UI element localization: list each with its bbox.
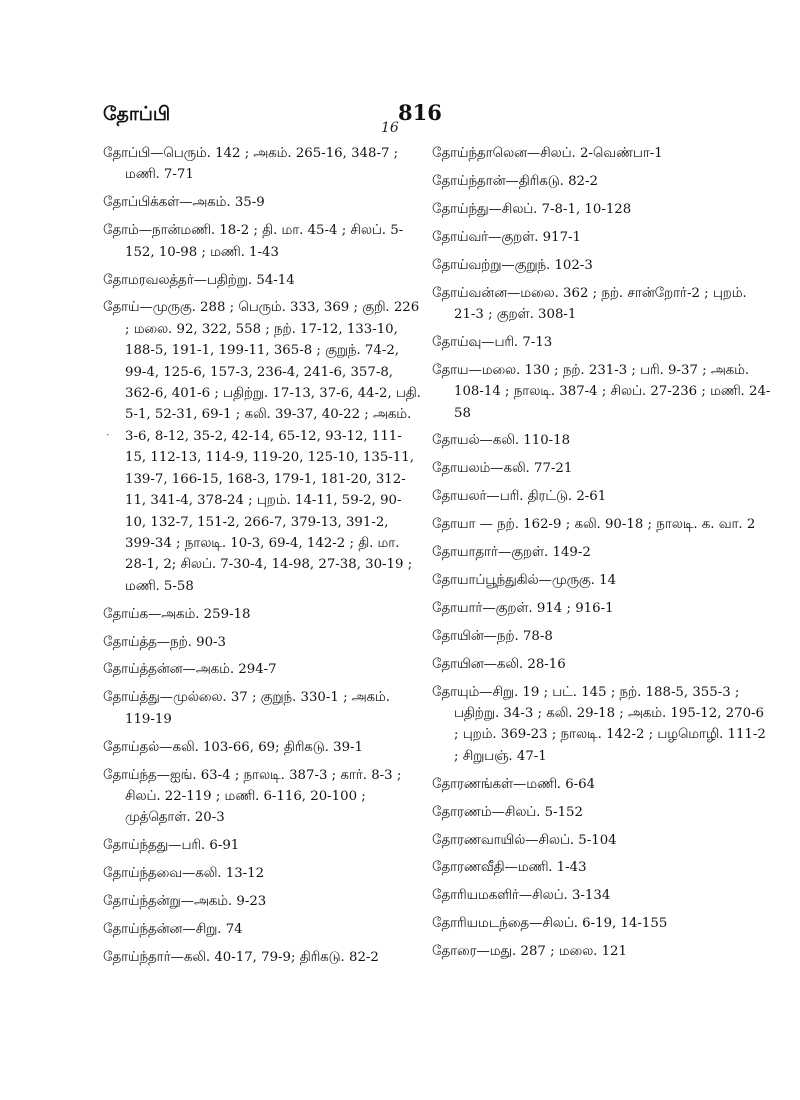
index-entry: தோயலர்—பரி. திரட்டு. 2-61 (432, 489, 607, 505)
index-entry: தோப்பிக்கள்—அகம். 35-9 (103, 195, 265, 211)
index-entry: தோய்த்த—நற். 90-3 (103, 634, 226, 650)
index-entry: தோய்ந்தவை—கலி. 13-12 (103, 866, 265, 882)
left-column (103, 143, 421, 975)
index-entry: தோய்ந்தன்ன—சிறு. 74 (103, 922, 243, 937)
handwritten-mark: 16 (381, 120, 399, 136)
pencil-tick-mark: ˏ (106, 423, 110, 436)
page-number: 816 (398, 100, 442, 125)
index-entry: தோயாப்பூந்துகில்—முருகு. 14 (432, 573, 617, 588)
index-entry: தோய்வன்ன—மலை. 362 ; நற். சான்றோர்-2 ; புறம். 21-3 ; குறள். 308-1 (432, 285, 747, 322)
index-entry: தோமரவலத்தர்—பதிற்று. 54-14 (103, 272, 295, 288)
index-entry: தோய்ந்தன்று—அகம். 9-23 (103, 894, 267, 910)
right-column (432, 143, 772, 969)
index-entry: தோயார்—குறள். 914 ; 916-1 (432, 600, 614, 616)
index-entry: தோரியமடந்தை—சிலப். 6-19, 14-155 (432, 916, 668, 932)
index-entry: தோய்ந்தான்—திரிகடு. 82-2 (432, 173, 598, 189)
index-entry: தோய்த்து—முல்லை. 37 ; குறுந். 330-1 ; அகம். 119-19 (103, 690, 390, 727)
index-entry: தோரணவீதி—மணி. 1-43 (432, 860, 587, 876)
index-entry: தோய்த்தன்ன—அகம். 294-7 (103, 662, 277, 678)
index-entry: தோய்ந்தார்—கலி. 40-17, 79-9; திரிகடு. 82-2 (103, 949, 379, 965)
index-entry: தோய்—முருகு. 288 ; பெரும். 333, 369 ; குறி. 226 ; மலை. 92, 322, 558 ; நற். 17-12, 133-10, 188-5, 191-1, 199-11, 365-8 ; குறுந். 74-2, 99-4, 125-6, 157-3, 236-4, 241-6, 357-8, 362-6, 401-6 ; பதிற்று. 17-13, 37-6, 44-2, பதி. 5-1, 52-31, 69-1 ; கலி. 39-37, 40-22 ; அகம். 3-6, 8-12, 35-2, 42-14, 65-12, 93-12, 111-15, 112-13, 114-9, 119-20, 125-10, 135-11, 139-7, 166-15, 168-3, 179-1, 181-20, 312-11, 341-4, 378-24 ; புறம். 14-11, 59-2, 90-10, 132-7, 151-2, 266-7, 379-13, 391-2, 399-34 ; நாலடி. 10-3, 69-4, 142-2 ; தி. மா. 28-1, 2; சிலப். 7-30-4, 14-98, 27-38, 30-19 ; மணி. 5-58 (103, 300, 421, 594)
index-entry: தோய்ந்து—சிலப். 7-8-1, 10-128 (432, 201, 632, 217)
index-entry: தோய்வர்—குறள். 917-1 (432, 229, 581, 245)
index-entry: தோய்ந்தது—பரி. 6-91 (103, 838, 240, 854)
index-entry: தோயா — நற். 162-9 ; கலி. 90-18 ; நாலடி. க. வா. 2 (432, 517, 756, 533)
index-entry: தோயாதார்—குறள். 149-2 (432, 545, 591, 561)
index-entry: தோம்—நான்மணி. 18-2 ; தி. மா. 45-4 ; சிலப். 5-152, 10-98 ; மணி. 1-43 (103, 223, 404, 260)
index-entry: தோய்வு—பரி. 7-13 (432, 334, 553, 350)
index-entry: தோயின்—நற். 78-8 (432, 628, 553, 644)
index-entry: தோயல்—கலி. 110-18 (432, 433, 571, 449)
index-entry: தோரணவாயில்—சிலப். 5-104 (432, 832, 617, 848)
index-entry: தோய்க—அகம். 259-18 (103, 606, 251, 622)
index-entry: தோயும்—சிறு. 19 ; பட். 145 ; நற். 188-5, 355-3 ; பதிற்று. 34-3 ; கலி. 29-18 ; அகம். 195-12, 270-6 ; புறம். 369-23 ; நாலடி. 142-2 ; பழமொழி. 111-2 ; சிறுபஞ். 47-1 (432, 684, 766, 764)
index-entry: தோய்தல்—கலி. 103-66, 69; திரிகடு. 39-1 (103, 739, 363, 755)
index-entry: தோயின—கலி. 28-16 (432, 656, 566, 672)
index-entry: தோரணங்கள்—மணி. 6-64 (432, 776, 596, 792)
index-entry: தோய்ந்த—ஐங். 63-4 ; நாலடி. 387-3 ; கார். 8-3 ; சிலப். 22-119 ; மணி. 6-116, 20-100 ; முத்தொள். 20-3 (103, 767, 402, 826)
index-entry: தோயலம்—கலி. 77-21 (432, 461, 573, 477)
index-entry: தோரணம்—சிலப். 5-152 (432, 804, 583, 820)
index-entry: தோப்பி—பெரும். 142 ; அகம். 265-16, 348-7 ; மணி. 7-71 (103, 146, 399, 183)
index-entry: தோய—மலை. 130 ; நற். 231-3 ; பரி. 9-37 ; அகம். 108-14 ; நாலடி. 387-4 ; சிலப். 27-236 ; மணி. 24-58 (432, 362, 771, 421)
index-entry: தோய்வற்று—குறுந். 102-3 (432, 257, 593, 273)
index-entry: தோரை—மது. 287 ; மலை. 121 (432, 944, 627, 960)
index-entry: தோரியமகளிர்—சிலப். 3-134 (432, 888, 611, 904)
running-header: தோப்பி (103, 103, 171, 125)
index-entry: தோய்ந்தாலென—சிலப். 2-வெண்பா-1 (432, 146, 663, 161)
